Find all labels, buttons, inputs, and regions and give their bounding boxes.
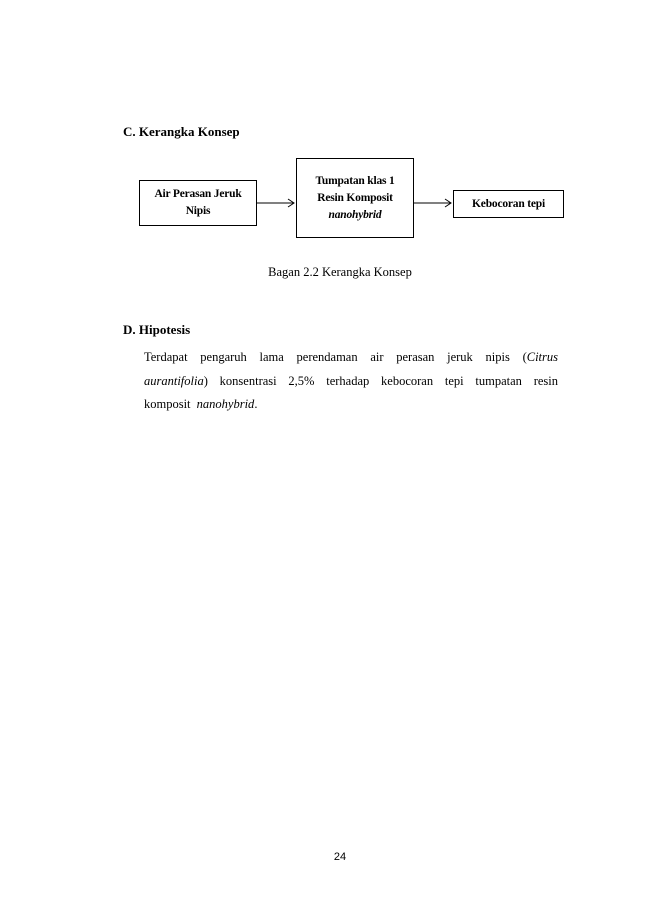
treatment-box-line2: Resin Komposit (317, 191, 393, 204)
diagram-arrows (0, 0, 650, 300)
paragraph-text: Terdapat pengaruh lama perendaman air perasan jeruk nipis ( (144, 350, 527, 364)
page-number: 24 (333, 851, 347, 863)
treatment-box-line1: Tumpatan klas 1 (315, 174, 395, 187)
term-italic: nanohybrid (196, 397, 255, 411)
paragraph-line (144, 370, 558, 394)
paragraph-line (144, 346, 558, 370)
paragraph-line (144, 393, 558, 417)
paragraph-text: . (254, 397, 258, 411)
section-d-heading: D. Hipotesis (123, 322, 191, 337)
output-box (453, 190, 564, 218)
diagram-caption: Bagan 2.2 Kerangka Konsep (268, 265, 412, 279)
input-box-line1: Air Perasan Jeruk (154, 188, 242, 200)
treatment-box-line3: nanohybrid (328, 208, 382, 221)
paragraph-text: ) konsentrasi 2,5% terhadap kebocoran tepi tumpatan resin (203, 373, 558, 388)
input-box-line2: Nipis (185, 205, 211, 217)
hypothesis-paragraph (144, 346, 558, 417)
output-box-line1: Kebocoran tepi (472, 197, 545, 210)
species-name-italic: aurantifolia (144, 373, 204, 388)
input-box (139, 180, 257, 226)
concept-framework-diagram (0, 0, 650, 300)
paragraph-text: komposit (144, 397, 197, 411)
species-name-italic: Citrus (526, 350, 558, 364)
section-c-heading: C. Kerangka Konsep (123, 124, 240, 139)
treatment-box (296, 158, 414, 238)
